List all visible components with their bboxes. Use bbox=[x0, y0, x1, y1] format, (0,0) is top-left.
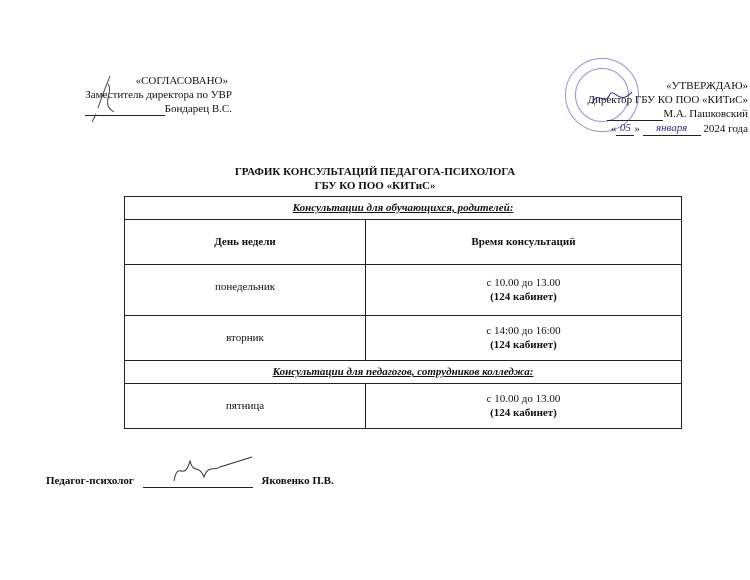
footer-role: Педагог-психолог bbox=[46, 475, 134, 487]
title-line-1: ГРАФИК КОНСУЛЬТАЦИЙ ПЕДАГОГА-ПСИХОЛОГА bbox=[234, 166, 516, 178]
right-signature-icon bbox=[590, 86, 634, 110]
time-range: с 14:00 до 16:00 bbox=[486, 325, 561, 337]
approval-left-title: «СОГЛАСОВАНО» bbox=[135, 75, 228, 87]
approval-left-name: Бондарец В.С. bbox=[164, 103, 232, 115]
table-row bbox=[125, 384, 682, 429]
room-label: (124 кабинет) bbox=[490, 339, 557, 351]
section-title-students: Консультации для обучающихся, родителей: bbox=[125, 197, 682, 220]
title-line-2: ГБУ КО ПОО «КИТиС» bbox=[314, 180, 436, 192]
footer-name: Яковенко П.В. bbox=[261, 475, 334, 487]
approval-left-position: Заместитель директора по УВР bbox=[85, 89, 232, 101]
header-row bbox=[125, 220, 682, 265]
column-header-day: День недели bbox=[125, 220, 366, 265]
section-title-staff: Консультации для педагогов, сотрудников колледжа: bbox=[125, 361, 682, 384]
date-year: 2024 года bbox=[703, 123, 748, 135]
time-range: с 10.00 до 13.00 bbox=[486, 393, 561, 405]
footer-signature-line bbox=[143, 487, 253, 488]
table-row bbox=[125, 265, 682, 316]
date-month: января bbox=[643, 121, 701, 136]
time-range: с 10.00 до 13.00 bbox=[486, 277, 561, 289]
approval-right-date: « 05 » января 2024 года bbox=[610, 122, 748, 135]
schedule-table bbox=[124, 196, 682, 429]
left-signature-icon bbox=[88, 74, 128, 124]
time-cell bbox=[366, 316, 682, 361]
table-row bbox=[125, 316, 682, 361]
day-cell: пятница bbox=[125, 384, 366, 429]
time-cell bbox=[366, 265, 682, 316]
approval-right-name: М.А. Пашковский bbox=[663, 108, 748, 120]
approval-right-title: «УТВЕРЖДАЮ» bbox=[666, 80, 748, 92]
time-cell bbox=[366, 384, 682, 429]
room-label: (124 кабинет) bbox=[490, 407, 557, 419]
day-cell: понедельник bbox=[125, 265, 366, 316]
day-cell: вторник bbox=[125, 316, 366, 361]
date-day: 05 bbox=[616, 121, 634, 136]
section-row bbox=[125, 361, 682, 384]
document-title bbox=[0, 165, 750, 193]
footer-signature-icon bbox=[168, 455, 258, 485]
room-label: (124 кабинет) bbox=[490, 291, 557, 303]
approval-right-position: Директор ГБУ КО ПОО «КИТиС» bbox=[587, 94, 748, 106]
section-row bbox=[125, 197, 682, 220]
column-header-time: Время консультаций bbox=[366, 220, 682, 265]
